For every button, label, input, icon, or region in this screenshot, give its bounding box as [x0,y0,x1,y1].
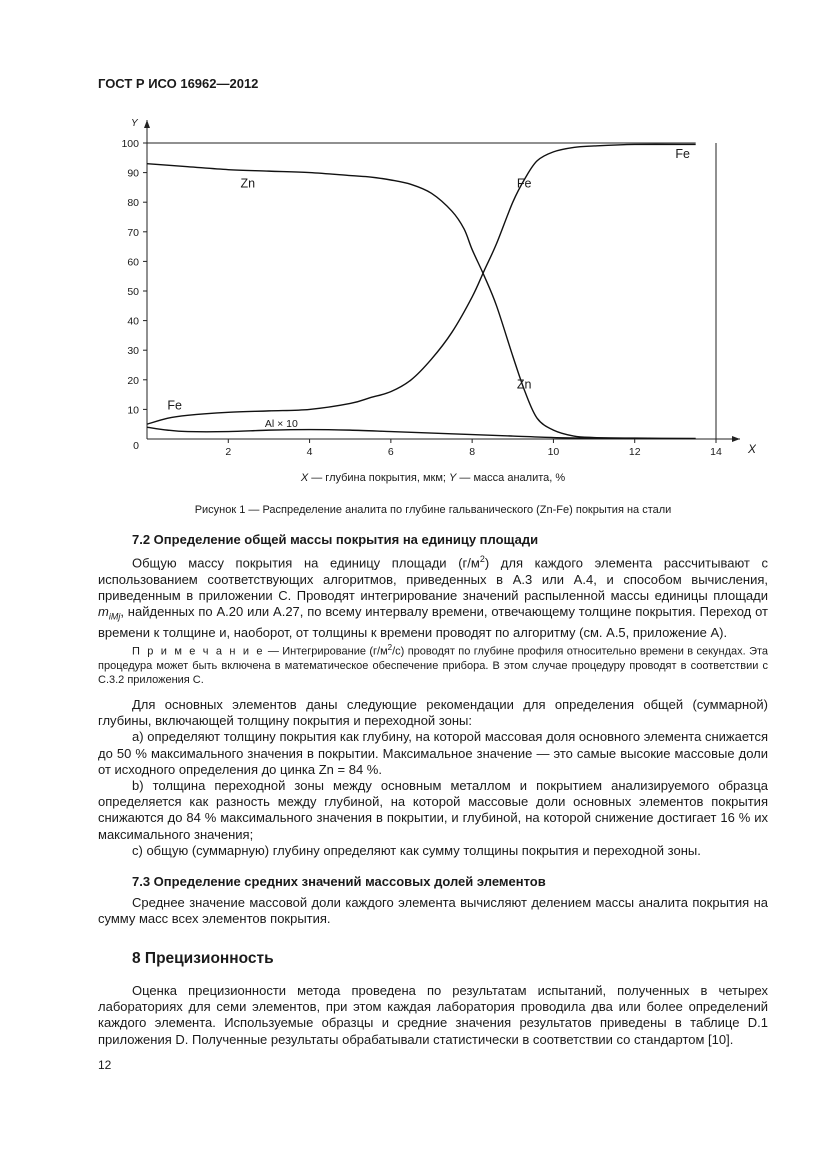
curve-label-0: Zn [240,176,256,191]
curve-label-1: Fe [516,176,532,191]
y-tick-label: 60 [127,256,139,269]
x-tick-label: 14 [710,446,722,458]
x-tick-label: 8 [469,446,476,458]
y-tick-label: 50 [127,286,139,298]
document-header: ГОСТ Р ИСО 16962—2012 [98,76,259,91]
section-7-2-heading: 7.2 Определение общей массы покрытия на единицу площади [132,532,539,547]
figure-chart [96,110,756,465]
recommendations-block [98,697,768,859]
x-axis-label: X [748,442,756,456]
y-tick-label: 20 [127,374,139,387]
y-tick-label: 70 [127,226,139,239]
y-tick-label: 0 [133,440,139,452]
item-b: b) толщина переходной зоны между основным металлом и покрытием анализируемого образца определяется как разность между глубиной, на которой массовые доли основных элементов покрытия снижаются до 84 % максимального значения в покрытии, и глубиной, на которой снижение достигает 16 % их максимального значения; [98,778,768,842]
x-tick-label: 2 [225,446,232,458]
y-tick-label: 40 [127,315,139,328]
series-line-0 [147,164,696,439]
recommendations-intro: Для основных элементов даны следующие рекомендации для определения общей (суммарной) глубины, включающей толщину покрытия и переходной зоны: [98,697,768,729]
note-paragraph: П р и м е ч а н и е — Интегрирование $(г/м^2/с)$ проводят по глубине профиля относительно времени в секундах. Эта процедура может быть включена в математическое обеспечение прибора. В этом случае процедуру проводят в соответствии с С.3.2 приложения С. [98,643,769,686]
x-tick-label: 12 [628,446,641,458]
curve-label-5: Al × 10 [264,418,298,431]
x-tick-label: 6 [387,446,394,458]
item-a: а) определяют толщину покрытия как глубину, на которой массовая доля основного элемента снижается до 50 % максимального значения в покрытии. Максимальное значение — это самые высокие массовые доли от исходного определения до цинка Zn = 84 %. [98,729,768,777]
series-line-1 [147,144,696,424]
figure-caption: Рисунок 1 — Распределение аналита по глубине гальванического (Zn-Fe) покрытия на стали [194,504,672,516]
section-7-2-paragraph: Общую массу покрытия на единицу площади $(г/м^2)$ для каждого элемента рассчитывают с использованием соответствующих алгоритмов, приведенных в А.3 или А.4, и способом вычисления, приведенным в приложении С. Проводят интегрирование значений распыленной массы единицы площади $m_{iMj}$, найденных по А.20 или А.27, по всему интервалу времени, отвечающему толщине покрытия. Переход от времени к толщине и, наоборот, от толщины к времени проводят по алгоритму (см. А.5, приложение А). [98,554,768,640]
y-tick-label: 80 [127,197,139,210]
section-8-paragraph: Оценка прецизионности метода проведена по результатам испытаний, полученных в четырех лабораториях для семи элементов, при этом каждая лаборатория проводила два или более определений каждого элемента. Используемые образцы и средние значения результатов приведены в таблице D.1 приложения D. Полученные результаты обрабатывали статистически в соответствии со стандартом [10]. [98,983,768,1047]
y-tick-label: 30 [127,345,139,358]
axis-caption: X — глубина покрытия, мкм; Y — масса аналита, % [300,472,566,484]
section-7-3-paragraph: Среднее значение массовой доли каждого элемента вычисляют делением массы аналита покрытия на сумму масс всех элементов покрытия. [98,895,768,927]
x-tick-label: 4 [306,446,313,458]
curve-label-3: Zn [516,377,532,392]
y-axis-label: Y [131,118,138,129]
x-tick-label: 10 [547,446,560,458]
curve-label-4: Fe [167,398,182,413]
page-number: 12 [98,1058,112,1072]
y-tick-label: 90 [127,167,139,180]
section-8-heading: 8 Прецизионность [132,950,274,967]
y-axis-arrow [144,120,150,128]
x-axis-arrow [732,436,740,442]
section-7-3-heading: 7.3 Определение средних значений массовых долей элементов [132,874,546,889]
y-tick-label: 10 [127,404,139,417]
item-c: с) общую (суммарную) глубину определяют как сумму толщины покрытия и переходной зоны. [132,842,701,858]
depth-profile-chart [96,110,756,465]
curve-label-2: Fe [675,146,690,161]
y-tick-label: 100 [121,138,139,150]
